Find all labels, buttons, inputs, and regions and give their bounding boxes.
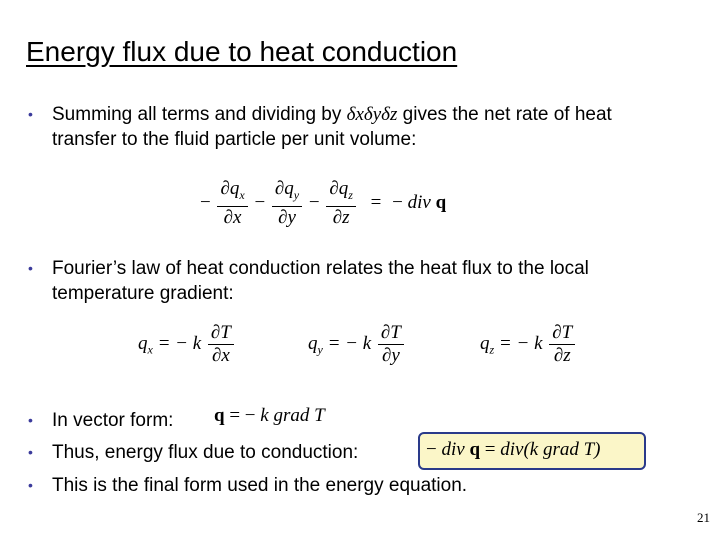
q-vector: q	[214, 405, 225, 426]
subscript: z	[489, 342, 495, 357]
equation-net-rate	[200, 178, 446, 229]
equals-sign: =	[370, 191, 382, 213]
q-vector: q	[435, 191, 447, 213]
minus-sign: −	[392, 191, 403, 213]
bullet-text: Thus, energy flux due to conduction:	[52, 442, 359, 463]
denominator-dz: ∂z	[332, 206, 350, 228]
div-k-grad-T: div(k grad T)	[500, 439, 601, 460]
bullet-icon: •	[28, 444, 33, 460]
inline-math-dxdydz: δxδyδz	[346, 104, 398, 125]
div-operator: div	[441, 439, 465, 460]
minus-sign: −	[308, 191, 320, 213]
bullet-icon: •	[28, 260, 33, 276]
minus-sign: −	[200, 191, 211, 213]
equals-minus-k: = − k	[157, 332, 202, 354]
q-symbol: q	[284, 178, 294, 199]
bullet-text: This is the final form used in the energy equation.	[52, 475, 468, 496]
fraction-dT	[208, 322, 234, 367]
bullet-text-part: gives the net rate of heat	[397, 104, 612, 125]
q-vector: q	[469, 439, 481, 460]
bullet-icon: •	[28, 106, 33, 122]
k-grad-T: k grad T	[260, 405, 325, 426]
partial-symbol: ∂	[274, 178, 285, 199]
numerator: ∂T	[208, 322, 234, 345]
equation-fourier-qz	[480, 322, 577, 367]
q-symbol: q	[308, 332, 318, 354]
minus-sign: −	[254, 191, 266, 213]
bullet-text-part: Summing all terms and dividing by	[52, 104, 347, 125]
denominator-dx: ∂x	[223, 206, 242, 228]
bullet-text-line2: transfer to the fluid particle per unit volume:	[52, 129, 417, 150]
div-operator: div	[407, 191, 431, 213]
fraction-dqx-dx	[217, 178, 247, 229]
denominator: ∂z	[553, 345, 571, 366]
minus-sign: −	[426, 439, 437, 460]
fraction-dqz-dz	[326, 178, 356, 229]
fraction-dqy-dy	[272, 178, 302, 229]
fraction-dT	[549, 322, 575, 367]
denominator: ∂x	[211, 345, 230, 366]
fraction-dT	[378, 322, 404, 367]
bullet-text: Fourier’s law of heat conduction relates the heat flux to the local	[52, 258, 589, 279]
bullet-item-fourier	[28, 256, 708, 308]
denominator-dy: ∂y	[278, 206, 296, 228]
denominator: ∂y	[381, 345, 400, 366]
q-symbol: q	[138, 332, 148, 354]
partial-symbol: ∂	[220, 178, 230, 199]
q-symbol: q	[229, 178, 240, 199]
equation-conduction-flux	[426, 439, 601, 461]
bullet-icon: •	[28, 477, 33, 493]
bullet-item-summing	[28, 102, 708, 154]
equals-minus-k: = − k	[327, 332, 372, 354]
numerator: ∂T	[378, 322, 404, 345]
q-symbol: q	[480, 332, 490, 354]
equals-sign: =	[484, 439, 496, 460]
subscript: x	[147, 342, 153, 357]
page-number: 21	[697, 510, 710, 525]
equation-vector-form	[214, 405, 325, 427]
bullet-text	[52, 102, 612, 127]
subscript-y: y	[293, 187, 300, 202]
subscript-z: z	[348, 187, 353, 202]
bullet-item-energy-flux	[28, 440, 428, 466]
bullet-item-final-form	[28, 473, 708, 499]
slide-title: Energy flux due to heat conduction	[26, 36, 458, 67]
equation-fourier-qx	[138, 322, 236, 367]
highlighted-equation-box	[418, 432, 646, 470]
partial-symbol: ∂	[329, 178, 339, 199]
bullet-icon: •	[28, 412, 33, 428]
equation-fourier-qy	[308, 322, 406, 367]
subscript: y	[317, 342, 323, 357]
equals-minus: = −	[229, 405, 256, 426]
subscript-x: x	[239, 187, 245, 202]
equals-minus-k: = − k	[498, 332, 543, 354]
bullet-text-line2: temperature gradient:	[52, 283, 234, 304]
bullet-text: In vector form:	[52, 410, 174, 431]
numerator: ∂T	[549, 322, 575, 345]
q-symbol: q	[338, 178, 349, 199]
